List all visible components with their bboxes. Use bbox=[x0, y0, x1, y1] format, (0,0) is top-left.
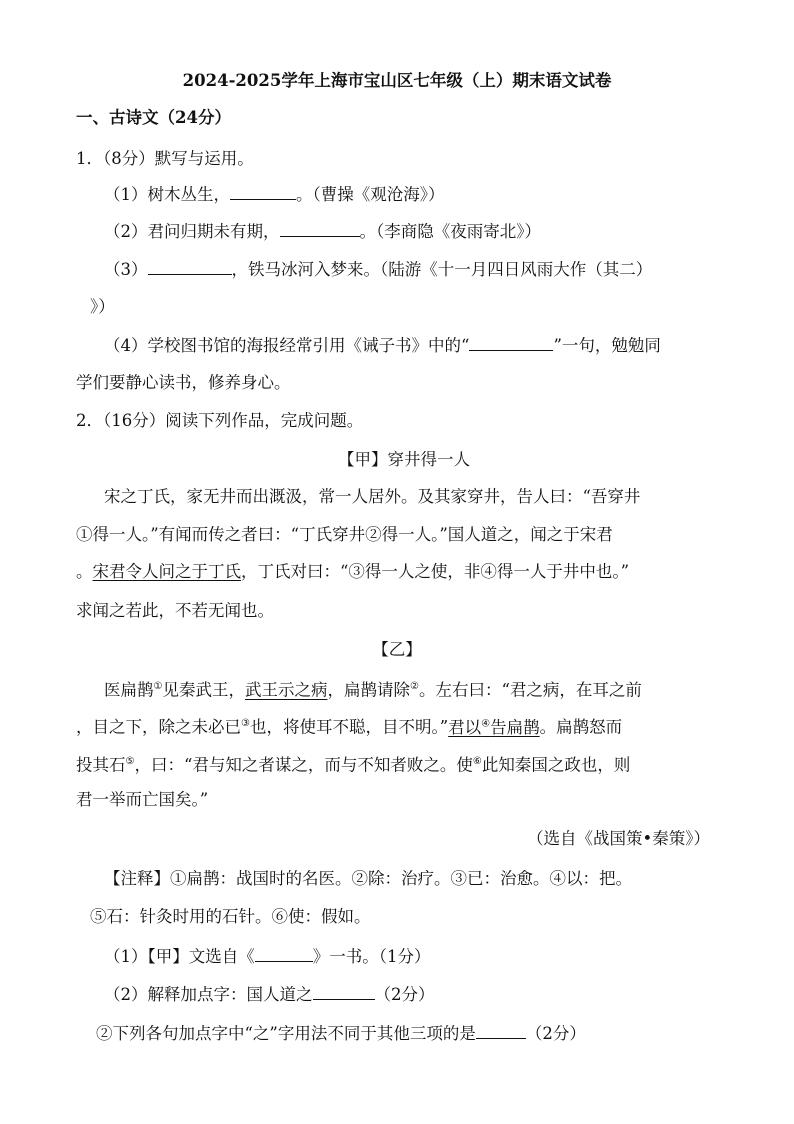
answer-blank[interactable] bbox=[280, 220, 360, 237]
answer-blank[interactable] bbox=[148, 258, 232, 275]
q1-item-3: （3） ，铁马冰河入梦来。（陆游《十一月四日风雨大作（其二） bbox=[104, 260, 653, 279]
question-2-heading: 2．（16分）阅读下列作品，完成问题。 bbox=[76, 411, 364, 430]
q1-item-1: （1）树木丛生， 。（曹操《观沧海》） bbox=[104, 185, 445, 204]
underlined-sentence: 武王示之病 bbox=[244, 680, 328, 700]
annotation-line: ⑤石：针灸时用的石针。⑥使：假如。 bbox=[90, 907, 371, 926]
answer-blank[interactable] bbox=[313, 983, 375, 1000]
source-citation: （选自《战国策•秦策》） bbox=[527, 829, 710, 848]
answer-blank[interactable] bbox=[230, 183, 296, 200]
passage-jia-line: ①得一人。”有闻而传之者曰：“丁氏穿井②得一人。”国人道之，闻之于宋君 bbox=[76, 525, 613, 544]
page-title: 2024-2025学年上海市宝山区七年级（上）期末语文试卷 bbox=[182, 71, 612, 90]
underlined-sentence: 宋君令人问之于丁氏 bbox=[92, 562, 241, 581]
question-1-heading: 1．（8分）默写与运用。 bbox=[76, 149, 254, 168]
passage-jia-title: 【甲】穿井得一人 bbox=[338, 450, 470, 469]
passage-jia-line: 求闻之若此，不若无闻也。 bbox=[76, 601, 274, 620]
q1-item-3-continued: 》） bbox=[90, 297, 115, 316]
q1-item-4: （4）学校图书馆的海报经常引用《诫子书》中的“ ”一句，勉勉同 bbox=[104, 336, 661, 355]
q1-item-2: （2）君问归期未有期， 。（李商隐《夜雨寄北》） bbox=[104, 222, 541, 241]
passage-yi-line: ，目之下，除之未必已③也，将使耳不聪，目不明。”君以④告扁鹊。扁鹊怒而 bbox=[76, 717, 623, 737]
underlined-sentence: 君以④告扁鹊 bbox=[448, 717, 540, 737]
passage-yi-line: 医扁鹊①见秦武王，武王示之病，扁鹊请除②。左右曰：“君之病，在耳之前 bbox=[104, 680, 642, 700]
q1-item-4-continued: 学们要静心读书，修养身心。 bbox=[76, 373, 291, 392]
answer-blank[interactable] bbox=[476, 1022, 526, 1039]
section-heading: 一、古诗文（24分） bbox=[76, 108, 231, 127]
q2-subquestion-1: （1）【甲】文选自《 》一书。（1分） bbox=[104, 947, 431, 966]
passage-yi-line: 投其石⑤，曰：“君与知之者谋之，而与不知者败之。使⑥此知秦国之政也，则 bbox=[76, 755, 631, 775]
annotation-line: 【注释】①扁鹊：战国时的名医。②除：治疗。③已：治愈。④以：把。 bbox=[104, 869, 632, 888]
passage-yi-line: 君一举而亡国矣。” bbox=[76, 790, 209, 809]
passage-jia-line: 宋之丁氏，家无井而出溉汲，常一人居外。及其家穿井，告人曰：“吾穿井 bbox=[104, 487, 641, 506]
q2-subquestion-3: ②下列各句加点字中“之”字用法不同于其他三项的是 （2分） bbox=[96, 1024, 586, 1043]
passage-yi-title: 【乙】 bbox=[372, 640, 422, 659]
q2-subquestion-2: （2）解释加点字：国人道之 （2分） bbox=[104, 985, 435, 1004]
answer-blank[interactable] bbox=[255, 945, 313, 962]
passage-jia-line: 。宋君令人问之于丁氏，丁氏对曰：“③得一人之使，非④得一人于井中也。” bbox=[76, 562, 630, 581]
answer-blank[interactable] bbox=[469, 334, 553, 351]
